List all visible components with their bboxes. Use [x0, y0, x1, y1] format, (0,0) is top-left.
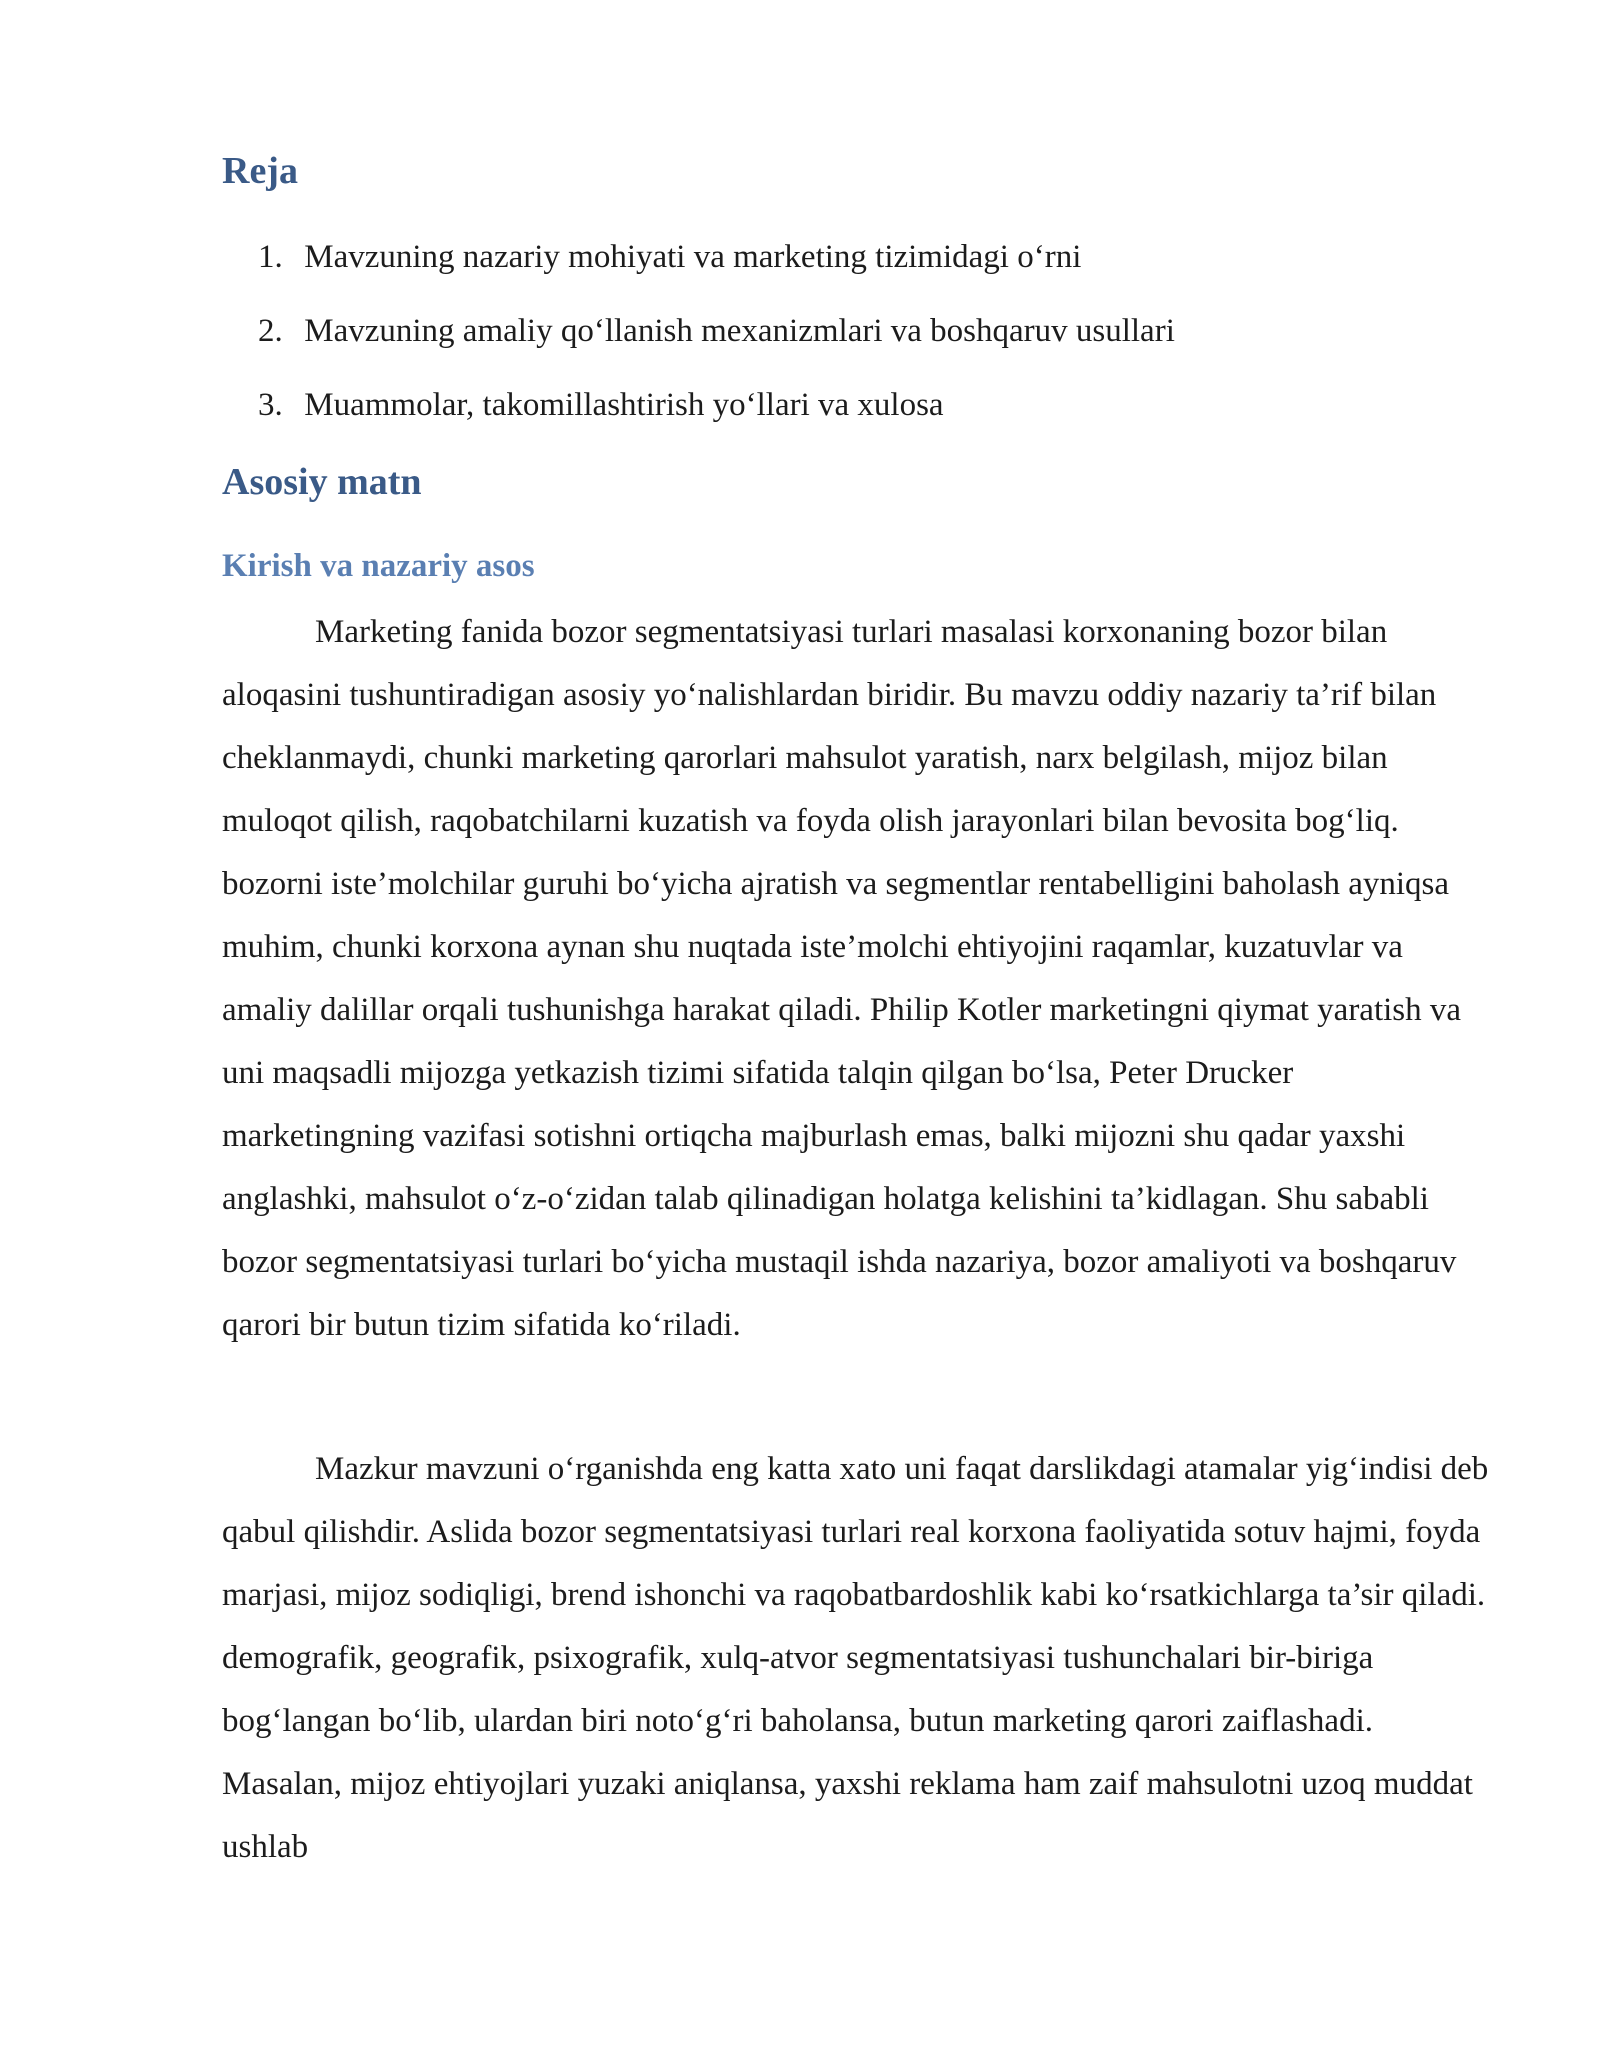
plan-item-number: 2.: [258, 313, 283, 349]
plan-item: [258, 368, 1175, 442]
body-paragraph: Mazkur mavzuni o‘rganishda eng katta xato uni faqat darslikdagi atamalar yig‘indisi deb qabul qilishdir. Aslida bozor segmentatsiyasi turlari real korxona faoliyatida sotuv hajmi, foyda marjasi, mijoz sodiqligi, brend ishonchi va raqobatbardoshlik kabi ko‘rsatkichlarga ta’sir qiladi. demografik, geografik, psixografik, xulq-atvor segmentatsiyasi tushunchalari bir-biriga bog‘langan bo‘lib, ulardan biri noto‘g‘ri baholansa, butun marketing qarori zaiflashadi. Masalan, mijoz ehtiyojlari yuzaki aniqlansa, yaxshi reklama ham zaif mahsulotni uzoq muddat ushlab: [222, 1451, 1489, 1865]
plan-item-text: Mavzuning amaliy qo‘llanish mexanizmlari va boshqaruv usullari: [304, 313, 1175, 349]
plan-item: [258, 294, 1175, 368]
plan-item-number: 1.: [258, 239, 283, 275]
plan-item-number: 3.: [258, 387, 283, 423]
body-paragraph: Marketing fanida bozor segmentatsiyasi turlari masalasi korxonaning bozor bilan aloqasini tushuntiradigan asosiy yo‘nalishlardan biridir. Bu mavzu oddiy nazariy ta’rif bilan cheklanmaydi, chunki marketing qarorlari mahsulot yaratish, narx belgilash, mijoz bilan muloqot qilish, raqobatchilarni kuzatish va foyda olish jarayonlari bilan bevosita bog‘liq. bozorni iste’molchilar guruhi bo‘yicha ajratish va segmentlar rentabelligini baholash ayniqsa muhim, chunki korxona aynan shu nuqtada iste’molchi ehtiyojini raqamlar, kuzatuvlar va amaliy dalillar orqali tushunishga harakat qiladi. Philip Kotler marketingni qiymat yaratish va uni maqsadli mijozga yetkazish tizimi sifatida talqin qilgan bo‘lsa, Peter Drucker marketingning vazifasi sotishni ortiqcha majburlash emas, balki mijozni shu qadar yaxshi anglashki, mahsulot o‘z-o‘zidan talab qilinadigan holatga kelishini ta’kidlagan. Shu sababli bozor segmentatsiyasi turlari bo‘yicha mustaqil ishda nazariya, bozor amaliyoti va boshqaruv qarori bir butun tizim sifatida ko‘riladi.: [222, 614, 1462, 1343]
plan-item-text: Muammolar, takomillashtirish yo‘llari va xulosa: [304, 387, 944, 423]
plan-item-text: Mavzuning nazariy mohiyati va marketing tizimidagi o‘rni: [304, 239, 1082, 275]
section-heading: Kirish va nazariy asos: [222, 548, 535, 584]
plan-heading: Reja: [222, 150, 298, 192]
main-heading: Asosiy matn: [222, 461, 422, 503]
plan-item: [258, 220, 1175, 294]
plan-list: [258, 220, 1175, 442]
